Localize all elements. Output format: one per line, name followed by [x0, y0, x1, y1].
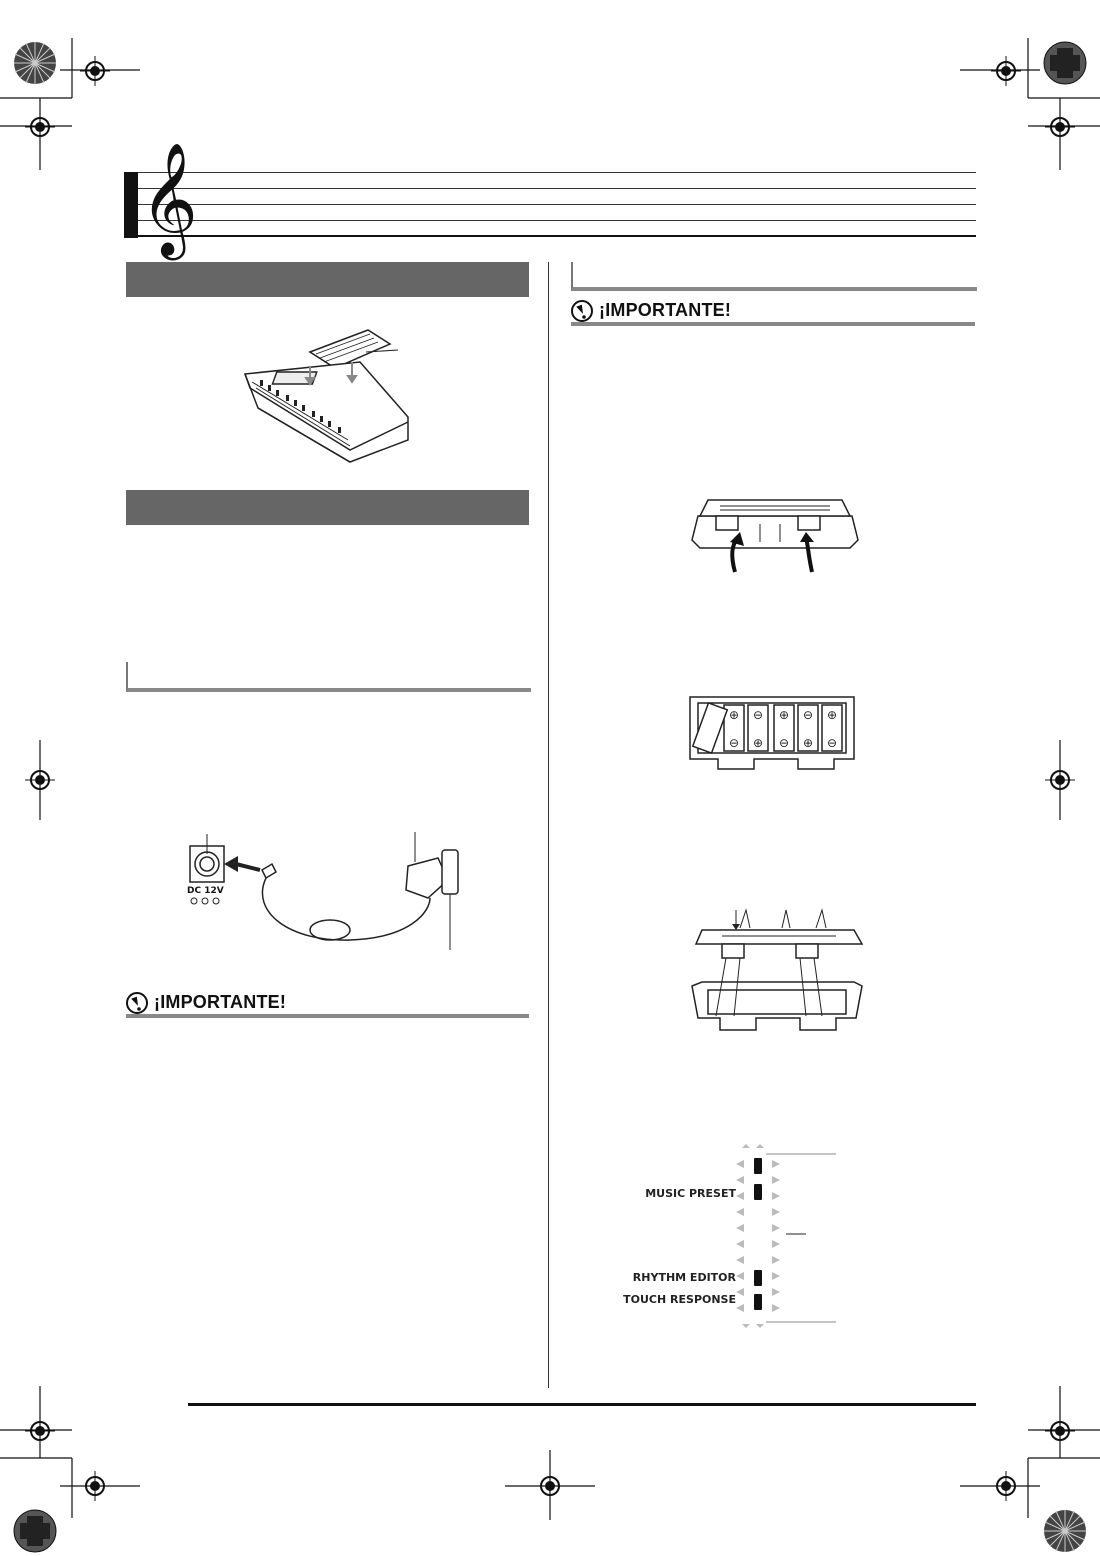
subhead-ac-adaptor	[126, 662, 531, 692]
keyboard-music-stand-illustration	[240, 322, 420, 472]
svg-text:⊕: ⊕	[802, 736, 814, 750]
svg-text:⊕: ⊕	[728, 708, 740, 722]
svg-text:⊕: ⊕	[826, 708, 838, 722]
important-rule	[126, 1014, 529, 1018]
color-registration-disc-icon	[1042, 1508, 1088, 1554]
important-exclamation-icon	[126, 992, 148, 1014]
lcd-indicator-rhythm-editor: RHYTHM EDITOR	[632, 1271, 736, 1284]
registration-target-icon	[1045, 765, 1075, 795]
header-bar	[124, 172, 138, 238]
registration-target-icon	[991, 56, 1021, 86]
column-divider	[548, 262, 549, 1388]
registration-target-icon	[80, 56, 110, 86]
color-registration-disc-icon	[1042, 40, 1088, 86]
important-rule	[571, 322, 975, 326]
staff-line	[138, 220, 976, 221]
svg-text:⊖: ⊖	[826, 736, 838, 750]
battery-cover-replacement-illustration	[686, 906, 866, 1036]
svg-text:⊖: ⊖	[802, 708, 814, 722]
color-registration-disc-icon	[12, 40, 58, 86]
registration-target-icon	[535, 1471, 565, 1501]
lcd-indicator-touch-response: TOUCH RESPONSE	[623, 1293, 736, 1306]
important-notice	[571, 300, 975, 326]
ac-adaptor-illustration	[180, 832, 480, 952]
lcd-indicator-illustration	[732, 1144, 842, 1328]
svg-text:⊖: ⊖	[778, 736, 790, 750]
important-label: ¡IMPORTANTE!	[599, 300, 732, 320]
svg-text:⊕: ⊕	[778, 708, 790, 722]
battery-compartment-illustration	[688, 693, 858, 773]
section-bar-music-stand	[126, 262, 529, 297]
important-notice	[126, 992, 529, 1018]
registration-target-icon	[80, 1471, 110, 1501]
svg-text:⊕: ⊕	[752, 736, 764, 750]
staff-line	[138, 172, 976, 173]
important-label: ¡IMPORTANTE!	[154, 992, 287, 1012]
staff-line	[138, 235, 976, 237]
svg-text:⊖: ⊖	[752, 708, 764, 722]
registration-target-icon	[1045, 1416, 1075, 1446]
staff-line	[138, 188, 976, 189]
treble-clef-icon: 𝄞	[140, 142, 198, 256]
subhead-batteries	[571, 262, 977, 291]
registration-target-icon	[25, 112, 55, 142]
staff-line	[138, 204, 976, 205]
color-registration-disc-icon	[12, 1508, 58, 1554]
registration-target-icon	[991, 1471, 1021, 1501]
registration-target-icon	[25, 1416, 55, 1446]
section-bar-power-supply	[126, 490, 529, 525]
registration-target-icon	[1045, 112, 1075, 142]
registration-target-icon	[25, 765, 55, 795]
battery-cover-removal-illustration	[690, 494, 860, 574]
lcd-indicator-music-preset: MUSIC PRESET	[645, 1187, 736, 1200]
dc-jack-label: DC 12V	[187, 886, 224, 896]
footer-rule	[188, 1403, 976, 1406]
svg-text:⊖: ⊖	[728, 736, 740, 750]
important-exclamation-icon	[571, 300, 593, 322]
